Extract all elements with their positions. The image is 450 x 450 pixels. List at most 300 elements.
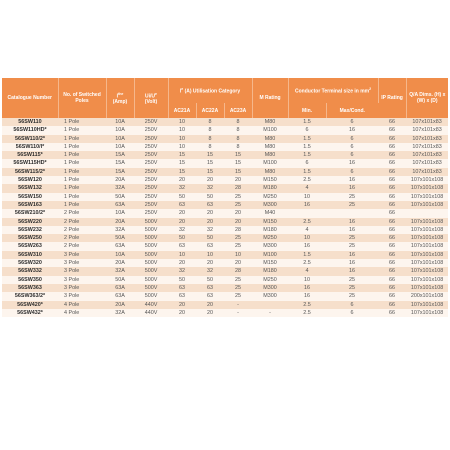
cell-ith: 63A	[106, 284, 134, 292]
cell-m-rating: M250	[252, 234, 288, 242]
cell-terminal-max: 25	[326, 242, 378, 250]
cell-ip-rating: 66	[378, 126, 406, 134]
cell-ith: 15A	[106, 151, 134, 159]
cell-terminal-max: 6	[326, 143, 378, 151]
cell-ac21a: 32	[168, 184, 196, 192]
cell-ac22a: 32	[196, 267, 224, 275]
cell-dimensions	[406, 209, 448, 217]
cell-ith: 32A	[106, 309, 134, 317]
cell-ac22a: 8	[196, 126, 224, 134]
cell-switched-poles: 3 Pole	[58, 276, 106, 284]
cell-m-rating	[252, 301, 288, 309]
cell-terminal-max: 16	[326, 176, 378, 184]
cell-terminal-min: 1.5	[288, 143, 326, 151]
cell-ac21a: 15	[168, 151, 196, 159]
cell-ac22a: 20	[196, 309, 224, 317]
cell-ui-ue: 500V	[134, 284, 168, 292]
cell-ui-ue: 500V	[134, 292, 168, 300]
cell-catalogue-number: 56SW210/2*	[2, 209, 58, 217]
header-ui-rest: i/U	[148, 93, 156, 100]
cell-terminal-max: 6	[326, 135, 378, 143]
cell-ui-ue: 250V	[134, 118, 168, 126]
cell-ac22a: 50	[196, 276, 224, 284]
cell-dimensions: 107x101x108	[406, 193, 448, 201]
cell-ip-rating: 66	[378, 284, 406, 292]
cell-terminal-min: 4	[288, 226, 326, 234]
cell-terminal-max: 6	[326, 309, 378, 317]
cell-ui-ue: 250V	[134, 135, 168, 143]
table-row	[2, 135, 448, 143]
cell-ac22a: 20	[196, 218, 224, 226]
cell-ac22a: 63	[196, 292, 224, 300]
cell-ac23a: 8	[224, 135, 252, 143]
cell-dimensions: 107x101x83	[406, 118, 448, 126]
cell-ui-ue: 500V	[134, 259, 168, 267]
cell-ac21a: 10	[168, 135, 196, 143]
cell-catalogue-number: 56SW263	[2, 242, 58, 250]
cell-catalogue-number: 56SW320	[2, 259, 58, 267]
cell-terminal-max: 6	[326, 168, 378, 176]
header-m-rating: M Rating	[252, 78, 288, 118]
cell-ui-ue: 250V	[134, 193, 168, 201]
header-ui-unit: (Volt)	[144, 99, 158, 106]
cell-ui-ue: 250V	[134, 168, 168, 176]
cell-ip-rating: 66	[378, 168, 406, 176]
cell-ui-ue: 500V	[134, 251, 168, 259]
cell-ip-rating: 66	[378, 184, 406, 192]
cell-catalogue-number: 56SW110/2*	[2, 135, 58, 143]
cell-catalogue-number: 56SW163	[2, 201, 58, 209]
table-row	[2, 259, 448, 267]
cell-ac21a: 63	[168, 242, 196, 250]
cell-catalogue-number: 56SW232	[2, 226, 58, 234]
cell-ac22a: 20	[196, 176, 224, 184]
cell-m-rating: M300	[252, 284, 288, 292]
cell-terminal-max: 16	[326, 267, 378, 275]
cell-ac23a: 20	[224, 176, 252, 184]
cell-switched-poles: 1 Pole	[58, 176, 106, 184]
cell-terminal-max: 6	[326, 118, 378, 126]
cell-m-rating: M80	[252, 143, 288, 151]
cell-catalogue-number: 56SW250	[2, 234, 58, 242]
cell-terminal-min: 2.5	[288, 301, 326, 309]
cell-ith: 63A	[106, 242, 134, 250]
cell-ith: 50A	[106, 234, 134, 242]
cell-switched-poles: 1 Pole	[58, 168, 106, 176]
cell-ith: 63A	[106, 292, 134, 300]
cell-terminal-min: 1.5	[288, 118, 326, 126]
cell-ac21a: 50	[168, 276, 196, 284]
header-util-rest: (A) Utilisation Category	[184, 88, 241, 95]
cell-switched-poles: 1 Pole	[58, 143, 106, 151]
header-terminal-sup: 2	[369, 87, 372, 92]
cell-ac21a: 50	[168, 193, 196, 201]
header-ith-subscript: the	[118, 91, 124, 96]
cell-ip-rating: 66	[378, 176, 406, 184]
cell-ac21a: 10	[168, 126, 196, 134]
cell-ac21a: 20	[168, 176, 196, 184]
cell-terminal-max: 16	[326, 159, 378, 167]
cell-ith: 10A	[106, 126, 134, 134]
cell-dimensions: 107x101x83	[406, 159, 448, 167]
cell-ac23a: 20	[224, 259, 252, 267]
cell-switched-poles: 1 Pole	[58, 184, 106, 192]
cell-ac21a: 10	[168, 118, 196, 126]
table-row	[2, 218, 448, 226]
table-row	[2, 126, 448, 134]
cell-catalogue-number: 56SW350	[2, 276, 58, 284]
cell-ip-rating: 66	[378, 234, 406, 242]
cell-ith: 20A	[106, 259, 134, 267]
cell-catalogue-number: 56SW110HD*	[2, 126, 58, 134]
cell-terminal-max: 25	[326, 234, 378, 242]
cell-terminal-min: 6	[288, 126, 326, 134]
cell-terminal-max: 16	[326, 259, 378, 267]
cell-ac21a: 20	[168, 209, 196, 217]
cell-ac22a: 50	[196, 234, 224, 242]
cell-ac21a: 20	[168, 309, 196, 317]
cell-ui-ue: 500V	[134, 234, 168, 242]
cell-m-rating: M100	[252, 126, 288, 134]
cell-dimensions: 107x101x108	[406, 259, 448, 267]
cell-m-rating: M180	[252, 226, 288, 234]
cell-switched-poles: 3 Pole	[58, 267, 106, 275]
cell-ip-rating: 66	[378, 209, 406, 217]
cell-dimensions: 107x101x108	[406, 251, 448, 259]
cell-terminal-min: 4	[288, 184, 326, 192]
cell-switched-poles: 2 Pole	[58, 242, 106, 250]
cell-ip-rating: 66	[378, 259, 406, 267]
table-row	[2, 159, 448, 167]
header-util-prefix: I	[179, 88, 182, 95]
cell-switched-poles: 1 Pole	[58, 193, 106, 201]
table-row	[2, 176, 448, 184]
table-row	[2, 276, 448, 284]
cell-ac23a: 15	[224, 159, 252, 167]
cell-terminal-min: 1.5	[288, 151, 326, 159]
table-row	[2, 284, 448, 292]
cell-terminal-min: 16	[288, 242, 326, 250]
cell-ac21a: 15	[168, 168, 196, 176]
cell-ac23a: -	[224, 301, 252, 309]
product-spec-sheet	[2, 78, 448, 317]
cell-terminal-max: 16	[326, 126, 378, 134]
table-row	[2, 242, 448, 250]
table-row	[2, 151, 448, 159]
cell-ith: 20A	[106, 218, 134, 226]
cell-ac23a: 8	[224, 118, 252, 126]
cell-ac22a: 15	[196, 159, 224, 167]
cell-dimensions: 107x101x108	[406, 201, 448, 209]
cell-ip-rating: 66	[378, 226, 406, 234]
cell-catalogue-number: 56SW132	[2, 184, 58, 192]
cell-m-rating: M180	[252, 184, 288, 192]
cell-ith: 20A	[106, 301, 134, 309]
cell-terminal-min: 10	[288, 193, 326, 201]
cell-ac22a: 8	[196, 143, 224, 151]
cell-terminal-min: 10	[288, 276, 326, 284]
cell-m-rating: M300	[252, 201, 288, 209]
cell-ip-rating: 66	[378, 301, 406, 309]
header-ith-unit: (Amp)	[112, 99, 128, 106]
cell-m-rating: M100	[252, 159, 288, 167]
table-row	[2, 309, 448, 317]
cell-terminal-min: 16	[288, 284, 326, 292]
cell-ui-ue: 250V	[134, 176, 168, 184]
cell-ip-rating: 66	[378, 242, 406, 250]
header-ip-rating: IP Rating	[378, 78, 406, 118]
cell-switched-poles: 1 Pole	[58, 118, 106, 126]
cell-ip-rating: 66	[378, 159, 406, 167]
cell-ith: 32A	[106, 226, 134, 234]
header-catalogue-number: Catalogue Number	[2, 78, 58, 118]
cell-ac23a: 15	[224, 168, 252, 176]
cell-ith: 10A	[106, 135, 134, 143]
cell-ith: 15A	[106, 159, 134, 167]
cell-terminal-min: 2.5	[288, 218, 326, 226]
cell-catalogue-number: 56SW420*	[2, 301, 58, 309]
cell-m-rating: M150	[252, 218, 288, 226]
cell-catalogue-number: 56SW220	[2, 218, 58, 226]
cell-ui-ue: 500V	[134, 267, 168, 275]
cell-catalogue-number: 56SW115/2*	[2, 168, 58, 176]
cell-terminal-max: 25	[326, 193, 378, 201]
cell-ac22a: 63	[196, 284, 224, 292]
cell-catalogue-number: 56SW363/2*	[2, 292, 58, 300]
cell-ac23a: 25	[224, 193, 252, 201]
cell-ui-ue: 440V	[134, 309, 168, 317]
cell-ac22a: 32	[196, 184, 224, 192]
cell-switched-poles: 2 Pole	[58, 209, 106, 217]
cell-ith: 10A	[106, 118, 134, 126]
cell-ac23a: 25	[224, 234, 252, 242]
cell-ac23a: 28	[224, 184, 252, 192]
cell-ith: 15A	[106, 168, 134, 176]
cell-ac22a: 8	[196, 118, 224, 126]
cell-ip-rating: 66	[378, 118, 406, 126]
cell-ac23a: 25	[224, 284, 252, 292]
header-max-cond: Max/Cond.	[326, 103, 378, 118]
cell-ith: 50A	[106, 276, 134, 284]
table-row	[2, 201, 448, 209]
cell-ac23a: 10	[224, 251, 252, 259]
cell-terminal-min: 6	[288, 159, 326, 167]
cell-switched-poles: 1 Pole	[58, 126, 106, 134]
cell-ip-rating: 66	[378, 201, 406, 209]
table-body	[2, 118, 448, 317]
header-ui-subscript: e	[155, 91, 157, 96]
cell-dimensions: 107x101x83	[406, 151, 448, 159]
cell-ith: 20A	[106, 176, 134, 184]
cell-dimensions: 107x101x83	[406, 135, 448, 143]
cell-catalogue-number: 56SW332	[2, 267, 58, 275]
cell-ac23a: 15	[224, 151, 252, 159]
cell-dimensions: 107x101x108	[406, 309, 448, 317]
cell-dimensions: 200x101x108	[406, 292, 448, 300]
cell-ui-ue: 250V	[134, 126, 168, 134]
cell-catalogue-number: 56SW432*	[2, 309, 58, 317]
header-ac21a: AC21A	[168, 103, 196, 118]
cell-ac21a: 32	[168, 267, 196, 275]
cell-ac21a: 20	[168, 301, 196, 309]
cell-ip-rating: 66	[378, 193, 406, 201]
cell-m-rating: M80	[252, 118, 288, 126]
cell-terminal-min: 2.5	[288, 259, 326, 267]
cell-ac21a: 63	[168, 284, 196, 292]
cell-ui-ue: 500V	[134, 276, 168, 284]
cell-ac23a: -	[224, 309, 252, 317]
cell-ac21a: 15	[168, 159, 196, 167]
table-row	[2, 193, 448, 201]
cell-terminal-min: 4	[288, 267, 326, 275]
cell-catalogue-number: 56SW110/I*	[2, 143, 58, 151]
cell-ui-ue: 250V	[134, 143, 168, 151]
cell-ui-ue: 250V	[134, 201, 168, 209]
cell-switched-poles: 2 Pole	[58, 234, 106, 242]
cell-m-rating: M40	[252, 209, 288, 217]
cell-dimensions: 107x101x108	[406, 226, 448, 234]
cell-switched-poles: 3 Pole	[58, 284, 106, 292]
cell-terminal-max: 6	[326, 301, 378, 309]
cell-ip-rating: 66	[378, 143, 406, 151]
header-switched-poles: No. of Switched Poles	[58, 78, 106, 118]
cell-ac22a: 20	[196, 209, 224, 217]
cell-ip-rating: 66	[378, 218, 406, 226]
cell-ui-ue: 250V	[134, 209, 168, 217]
header-ith-symbol: I	[116, 93, 119, 100]
cell-switched-poles: 1 Pole	[58, 151, 106, 159]
cell-switched-poles: 3 Pole	[58, 259, 106, 267]
table-row	[2, 251, 448, 259]
cell-ith: 32A	[106, 184, 134, 192]
cell-dimensions: 107x101x83	[406, 126, 448, 134]
header-ac22a: AC22A	[196, 103, 224, 118]
table-row	[2, 118, 448, 126]
cell-terminal-max: 25	[326, 201, 378, 209]
cell-ac23a: 20	[224, 209, 252, 217]
cell-ac22a: 20	[196, 301, 224, 309]
cell-ac21a: 32	[168, 226, 196, 234]
cell-ip-rating: 66	[378, 292, 406, 300]
table-row	[2, 226, 448, 234]
header-terminal-size	[288, 78, 378, 103]
cell-terminal-min: 1.5	[288, 135, 326, 143]
cell-terminal-max: 16	[326, 226, 378, 234]
header-ith	[106, 78, 134, 118]
cell-ac21a: 10	[168, 251, 196, 259]
cell-ip-rating: 66	[378, 267, 406, 275]
cell-terminal-max: 6	[326, 151, 378, 159]
cell-ac23a: 28	[224, 267, 252, 275]
cell-m-rating: M250	[252, 276, 288, 284]
header-dimensions: Q/A Dims. (H) x (W) x (D)	[406, 78, 448, 118]
cell-ac23a: 25	[224, 201, 252, 209]
cell-ac22a: 10	[196, 251, 224, 259]
cell-catalogue-number: 56SW110	[2, 118, 58, 126]
header-ac23a: AC23A	[224, 103, 252, 118]
cell-ip-rating: 66	[378, 309, 406, 317]
cell-switched-poles: 3 Pole	[58, 292, 106, 300]
table-row	[2, 209, 448, 217]
cell-dimensions: 107x101x83	[406, 168, 448, 176]
cell-catalogue-number: 56SW120	[2, 176, 58, 184]
cell-dimensions: 107x101x108	[406, 234, 448, 242]
cell-ac23a: 25	[224, 242, 252, 250]
cell-ui-ue: 440V	[134, 301, 168, 309]
cell-terminal-max: 25	[326, 292, 378, 300]
cell-ac22a: 15	[196, 151, 224, 159]
cell-m-rating: M80	[252, 151, 288, 159]
cell-terminal-max: 25	[326, 284, 378, 292]
cell-terminal-max: 16	[326, 184, 378, 192]
cell-ui-ue: 500V	[134, 226, 168, 234]
table-row	[2, 301, 448, 309]
cell-dimensions: 107x101x108	[406, 276, 448, 284]
cell-m-rating: M300	[252, 292, 288, 300]
cell-ith: 10A	[106, 209, 134, 217]
cell-switched-poles: 4 Pole	[58, 309, 106, 317]
cell-ac22a: 32	[196, 226, 224, 234]
cell-terminal-max: 16	[326, 218, 378, 226]
cell-dimensions: 107x101x108	[406, 184, 448, 192]
cell-terminal-min: 1.5	[288, 168, 326, 176]
cell-terminal-max	[326, 209, 378, 217]
table-row	[2, 143, 448, 151]
cell-m-rating: M150	[252, 259, 288, 267]
cell-ac21a: 50	[168, 234, 196, 242]
cell-ui-ue: 500V	[134, 242, 168, 250]
cell-terminal-min	[288, 209, 326, 217]
cell-switched-poles: 4 Pole	[58, 301, 106, 309]
table-row	[2, 234, 448, 242]
cell-ac23a: 8	[224, 143, 252, 151]
cell-dimensions: 107x101x108	[406, 301, 448, 309]
cell-m-rating: -	[252, 309, 288, 317]
cell-ac23a: 25	[224, 292, 252, 300]
cell-ac21a: 63	[168, 292, 196, 300]
table-row	[2, 184, 448, 192]
cell-ac22a: 63	[196, 242, 224, 250]
cell-terminal-min: 1.5	[288, 251, 326, 259]
cell-ac22a: 50	[196, 193, 224, 201]
header-utilisation-category	[168, 78, 252, 103]
cell-m-rating: M180	[252, 267, 288, 275]
cell-ac22a: 15	[196, 168, 224, 176]
cell-terminal-min: 10	[288, 234, 326, 242]
cell-catalogue-number: 56SW115*	[2, 151, 58, 159]
cell-terminal-min: 2.5	[288, 309, 326, 317]
cell-switched-poles: 2 Pole	[58, 218, 106, 226]
cell-terminal-max: 16	[326, 251, 378, 259]
cell-ac23a: 20	[224, 218, 252, 226]
cell-ip-rating: 66	[378, 276, 406, 284]
cell-dimensions: 107x101x108	[406, 242, 448, 250]
switch-spec-table	[2, 78, 448, 317]
cell-terminal-min: 16	[288, 292, 326, 300]
cell-dimensions: 107x101x83	[406, 143, 448, 151]
cell-ip-rating: 66	[378, 151, 406, 159]
cell-ip-rating: 66	[378, 135, 406, 143]
cell-m-rating: M250	[252, 193, 288, 201]
cell-switched-poles: 1 Pole	[58, 159, 106, 167]
cell-ith: 32A	[106, 267, 134, 275]
cell-ac21a: 10	[168, 143, 196, 151]
cell-ac22a: 20	[196, 259, 224, 267]
cell-ac22a: 63	[196, 201, 224, 209]
cell-ui-ue: 250V	[134, 184, 168, 192]
cell-ac23a: 28	[224, 226, 252, 234]
cell-ac21a: 63	[168, 201, 196, 209]
